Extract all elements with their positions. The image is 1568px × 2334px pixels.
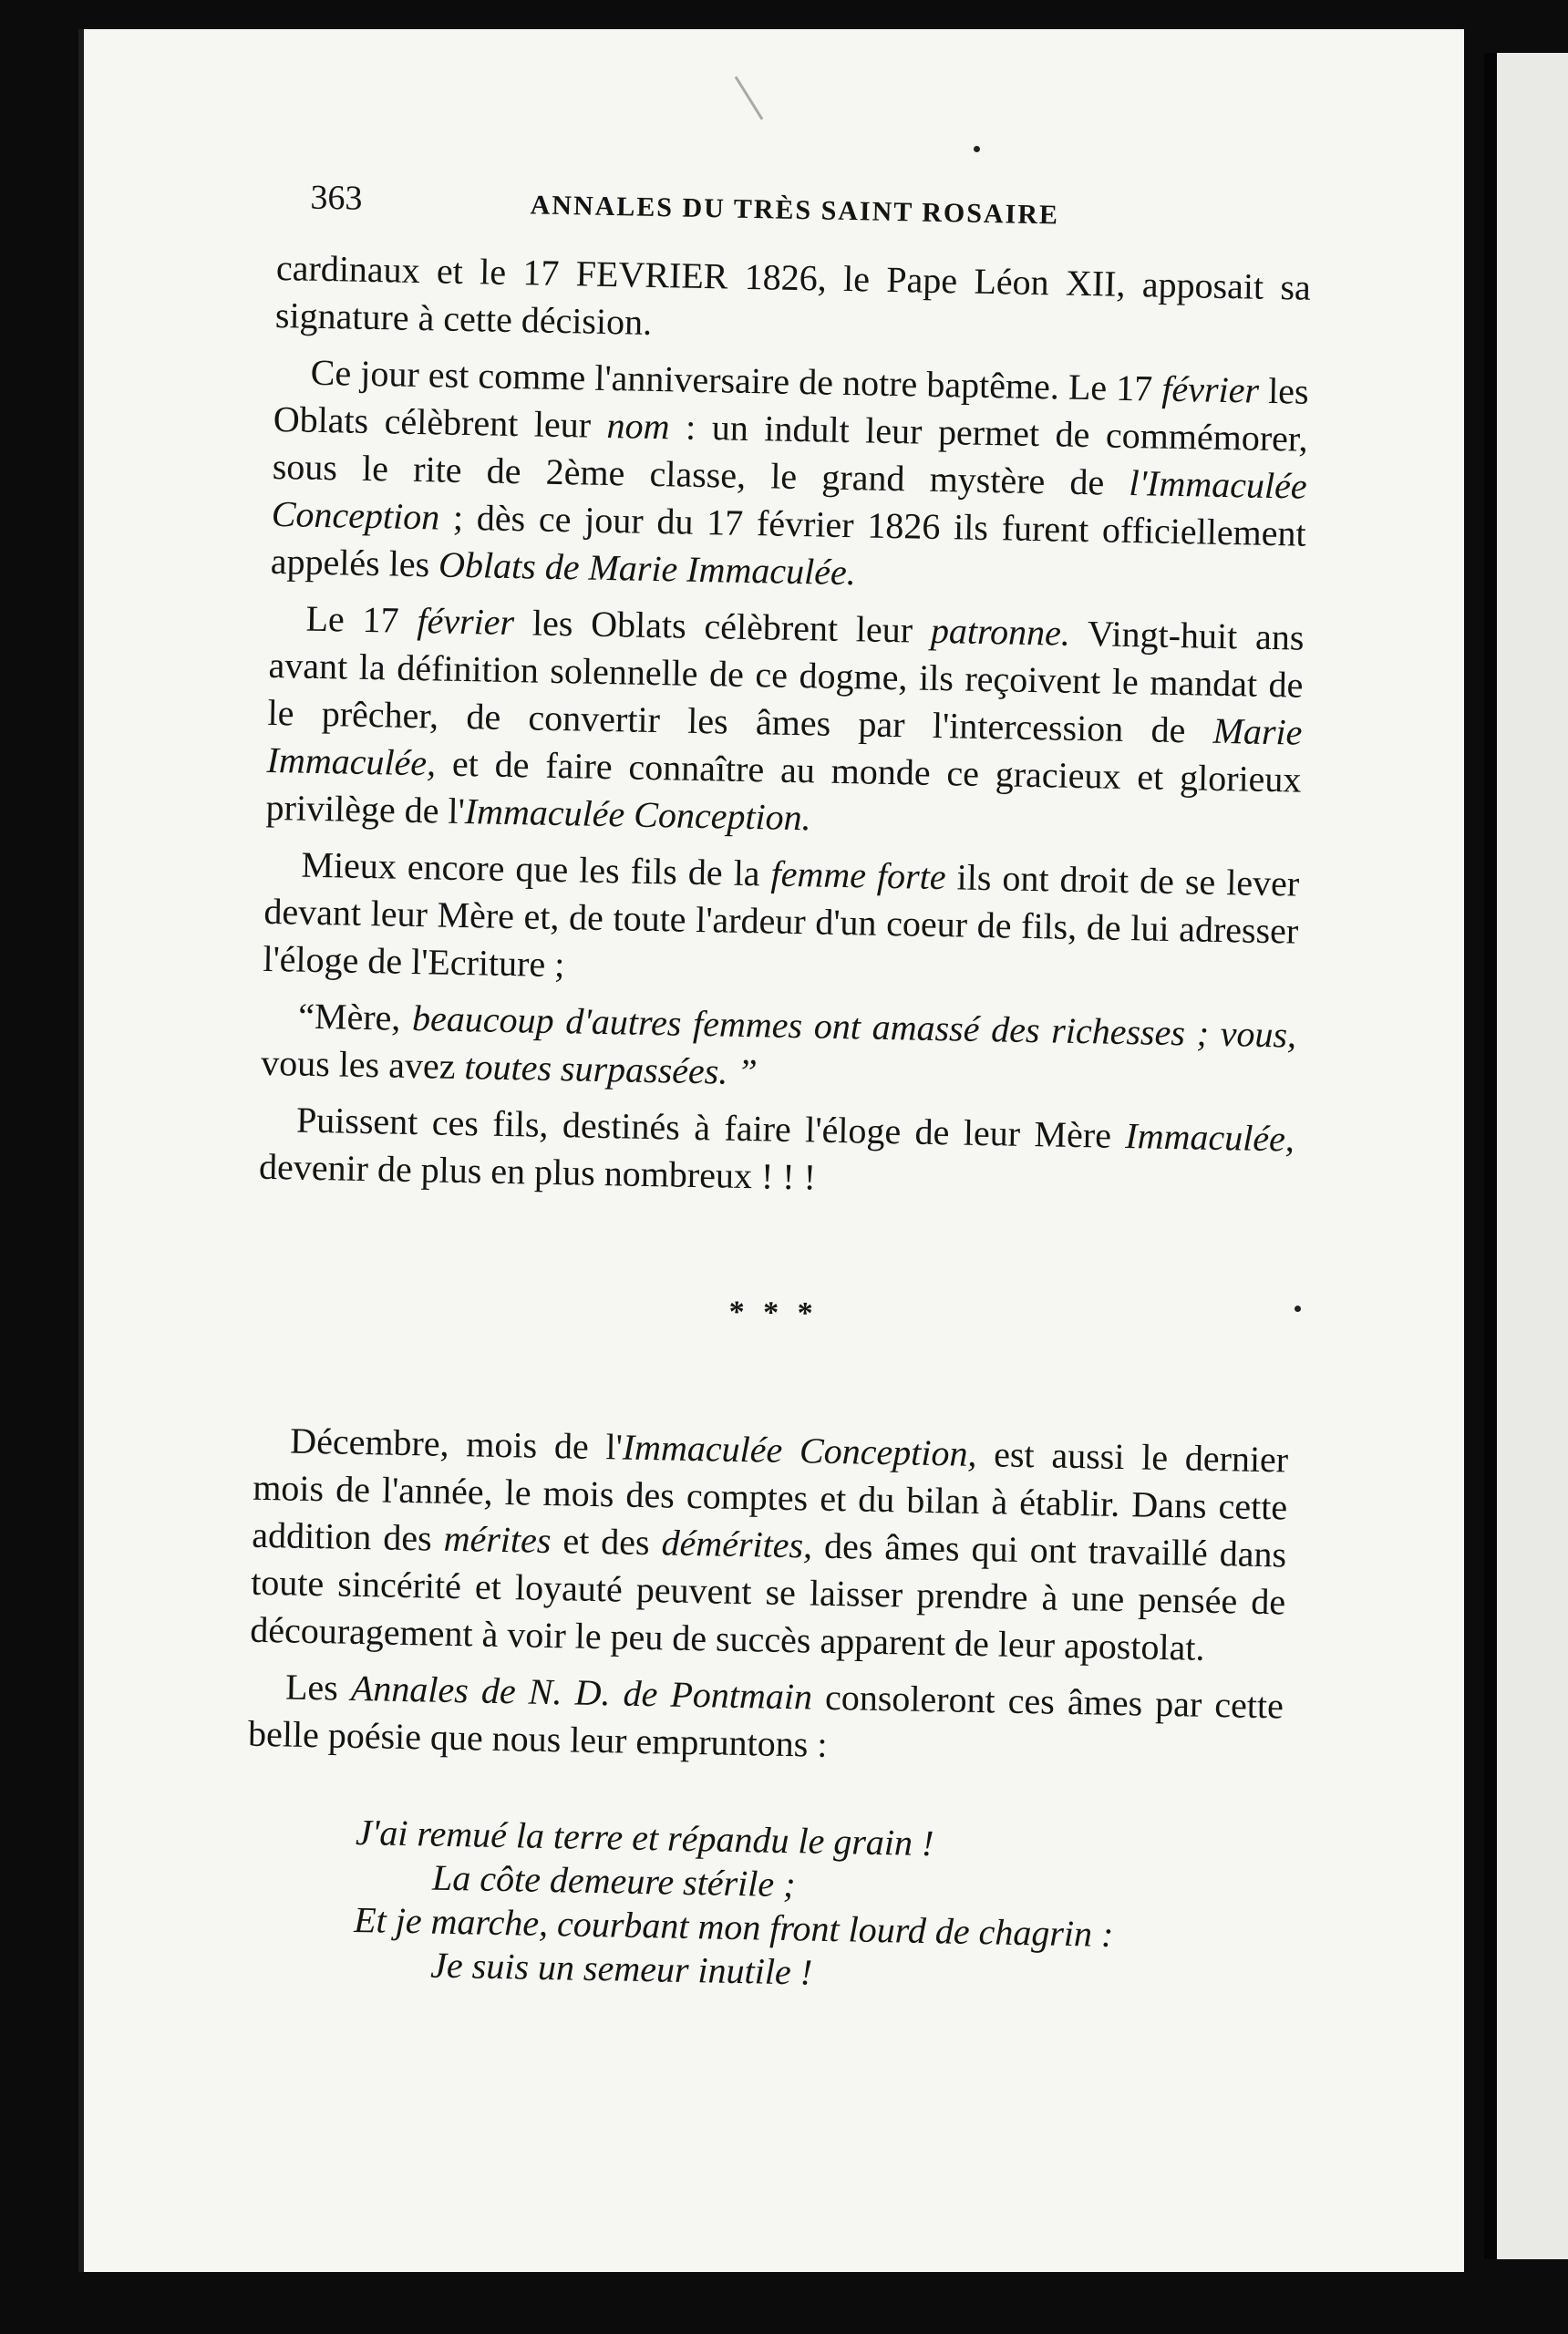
poem-line: La côte demeure stérile ; (431, 1856, 796, 1905)
italic-text: Annales de N. D. de Pontmain (350, 1667, 813, 1718)
paragraph-6 (259, 1096, 1295, 1211)
page-number: 363 (310, 178, 363, 218)
text: Ce jour est comme l'anniversaire de notre baptême. Le 17 (310, 351, 1162, 409)
text: Vingt-huit ans avant la définition solennelle de ce dogme, ils reçoivent le mandat de le prêcher, de convertir les âmes par l'intercession de (267, 612, 1305, 751)
dust-speck (1295, 1306, 1301, 1312)
running-title: ANNALES DU TRÈS SAINT ROSAIRE (530, 190, 1060, 231)
paragraph-3 (265, 594, 1305, 852)
text: Puissent ces fils, destinés à faire l'éloge de leur Mère (295, 1099, 1126, 1157)
italic-text: Immaculée Conception. (464, 790, 812, 839)
italic-text: femme forte (770, 852, 947, 898)
paragraph-8 (248, 1663, 1284, 1778)
italic-text: beaucoup d'autres femmes ont amassé des richesses ; vous, (411, 997, 1297, 1056)
italic-text: démérites, (661, 1522, 813, 1566)
text: Les (284, 1666, 352, 1709)
text: ; dès ce jour du 17 février 1826 ils furent officiellement appelés les (270, 496, 1307, 585)
poem-line: J'ai remué la terre et répandu le grain ! (355, 1811, 934, 1864)
text: Le 17 (305, 597, 418, 642)
paragraph-2 (270, 348, 1309, 605)
poem-line: Je suis un semeur inutile ! (429, 1944, 813, 1993)
text: cardinaux et le 17 FEVRIER 1826, le Pape Léon XII, apposait sa signature à cette décision. (274, 246, 1312, 343)
dust-speck (974, 146, 980, 152)
page-content (243, 173, 1313, 2003)
text: devenir de plus en plus nombreux ! ! ! (258, 1145, 817, 1198)
italic-text: février (1161, 367, 1260, 411)
italic-text: février (417, 600, 515, 644)
paragraph-7 (250, 1417, 1289, 1674)
text: est aussi le dernier mois de l'année, le mois des comptes et du bilan à établir. Dans cette addition des (251, 1432, 1289, 1559)
text: les Oblats célèbrent leur (273, 369, 1310, 446)
text: vous les avez (260, 1041, 465, 1088)
italic-text: nom (606, 404, 671, 448)
paragraph-4 (263, 841, 1300, 1003)
text: : un indult leur permet de commémorer, sous le rite de 2ème classe, le grand mystère de (272, 406, 1309, 503)
text: consoleront ces âmes par cette belle poésie que nous leur empruntons : (247, 1676, 1284, 1765)
italic-text: Immaculée Conception, (622, 1426, 977, 1474)
paragraph-1 (275, 244, 1312, 359)
quotation (261, 992, 1297, 1107)
italic-text: Immaculée, (1125, 1115, 1295, 1160)
italic-text: l'Immaculée Conception (271, 461, 1308, 538)
text: les Oblats célèbrent leur (513, 602, 932, 651)
italic-text: toutes surpassées. ” (464, 1046, 758, 1093)
italic-text: patronne. (930, 609, 1071, 654)
text: et des (551, 1520, 663, 1564)
text: Mieux encore que les fils de la (301, 843, 772, 894)
text: ils ont droit de se lever devant leur Mère et, de toute l'ardeur d'un coeur de fils, de lui adresser l'éloge de l'Ecriture ; (263, 856, 1300, 986)
text: Décembre, mois de l' (289, 1420, 624, 1468)
adjacent-page-edge (1484, 53, 1568, 2259)
italic-text: Marie Immaculée, (266, 709, 1303, 784)
text: et de faire connaître au monde ce gracieux et glorieux privilège de l' (265, 742, 1302, 832)
poem-line: Et je marche, courbant mon front lourd de chagrin : (353, 1898, 1114, 1955)
poem (353, 1811, 1281, 2003)
section-separator: * * * (728, 1295, 819, 1331)
text: “Mère, (297, 995, 413, 1038)
italic-text: Oblats de Marie Immaculée. (438, 543, 857, 594)
italic-text: mérites (443, 1517, 552, 1562)
text: des âmes qui ont travaillé dans toute sincérité et loyauté peuvent se laisser prendre à une pensée de découragement à voir le peu de succès apparent de leur apostolat. (249, 1524, 1287, 1668)
